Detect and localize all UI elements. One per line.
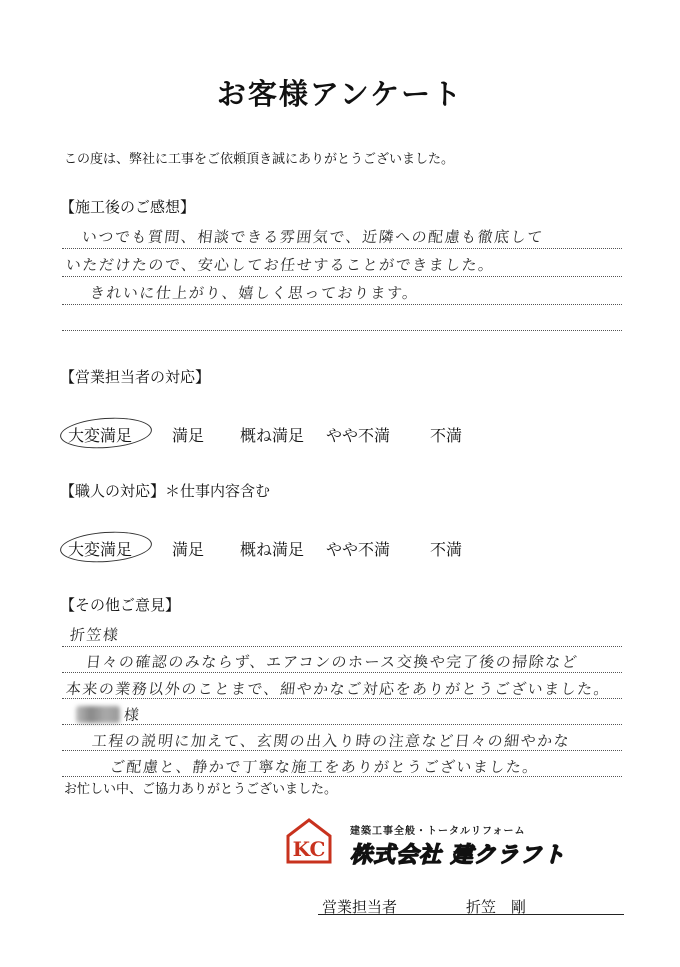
- closing-text: お忙しい中、ご協力ありがとうございました。: [64, 782, 338, 797]
- section-other-heading: 【その他ご意見】: [60, 596, 181, 614]
- section-craftsmen-heading: 【職人の対応】＊仕事内容含む: [60, 482, 271, 500]
- comment-line-2: 日々の確認のみならず、エアコンのホース交換や完了後の掃除など: [85, 653, 580, 671]
- company-name: 株式会社 建クラフト: [350, 843, 566, 868]
- sales-option-mostly-satisfied: 概ね満足: [240, 426, 305, 445]
- impressions-line-3: きれいに仕上がり、嬉しく思っております。: [89, 284, 420, 302]
- company-logo-mark: [286, 818, 332, 864]
- comment-line-5: 工程の説明に加えて、玄関の出入り時の注意など日々の細やかな: [91, 732, 572, 750]
- section-impressions-heading: 【施工後のご感想】: [60, 198, 196, 216]
- company-tagline: 建築工事全般・トータルリフォーム: [350, 826, 526, 837]
- sales-option-very-satisfied: 大変満足: [68, 426, 133, 445]
- section-sales-heading: 【営業担当者の対応】: [60, 368, 211, 386]
- redacted-name: [76, 706, 120, 723]
- page-title: お客様アンケート: [216, 77, 464, 111]
- signature-line: [318, 914, 624, 915]
- sales-option-somewhat-dissatisfied: やや不満: [326, 426, 391, 445]
- sales-option-satisfied: 満足: [172, 426, 205, 445]
- sales-option-dissatisfied: 不満: [430, 426, 463, 445]
- craftsmen-option-mostly-satisfied: 概ね満足: [240, 540, 305, 559]
- impressions-line-2: いただけたので、安心してお任せすることができました。: [65, 256, 496, 274]
- signature-name: 折笠 剛: [466, 898, 527, 916]
- craftsmen-option-satisfied: 満足: [172, 540, 205, 559]
- craftsmen-option-somewhat-dissatisfied: やや不満: [326, 540, 391, 559]
- comment-line-4: 様: [123, 706, 142, 724]
- impressions-line-1: いつでも質問、相談できる雰囲気で、近隣への配慮も徹底して: [81, 228, 545, 246]
- comment-line-3: 本来の業務以外のことまで、細やかなご対応をありがとうございました。: [65, 680, 612, 698]
- craftsmen-option-very-satisfied: 大変満足: [68, 540, 133, 559]
- intro-text: この度は、弊社に工事をご依頼頂き誠にありがとうございました。: [64, 152, 455, 167]
- comment-line-6: ご配慮と、静かで丁寧な施工をありがとうございました。: [109, 758, 540, 776]
- comment-line-1: 折笠様: [69, 626, 121, 644]
- signature-label: 営業担当者: [322, 898, 398, 916]
- svg-text:KC: KC: [292, 837, 326, 861]
- craftsmen-option-dissatisfied: 不満: [430, 540, 463, 559]
